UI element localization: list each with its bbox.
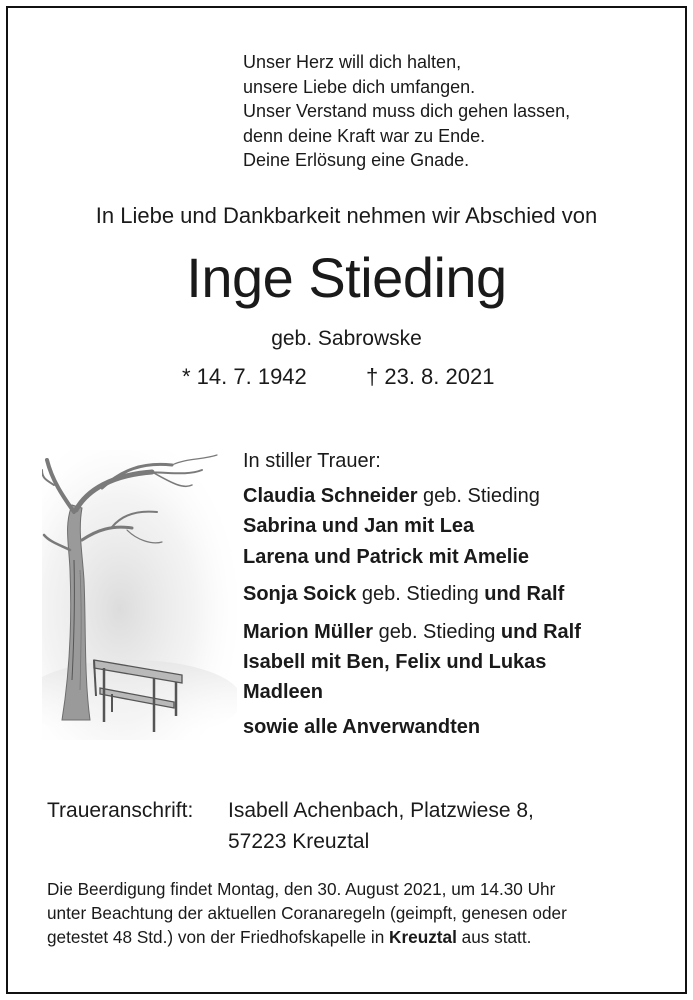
tree-and-bench-illustration [42,450,237,740]
intro-text: In Liebe und Dankbarkeit nehmen wir Abschied von [95,203,598,228]
address-city: 57223 Kreuztal [228,830,370,853]
death-date: † 23. 8. 2021 [366,364,495,389]
address-street: Isabell Achenbach, Platzwiese 8, [228,799,534,822]
mourner-row [243,546,529,569]
mourner-row [243,716,480,739]
mourner-row [243,515,474,538]
mourner-name: Sabrina und Jan mit Lea [243,515,475,537]
mourner-name: Claudia Schneider [243,485,418,507]
mourner-name: Marion Müller [243,621,374,643]
funeral-line: Die Beerdigung findet Montag, den 30. August 2021, um 14.30 Uhr [47,879,556,899]
mourner-row [243,651,546,674]
mourner-partner: und Ralf [484,583,565,605]
mourner-note: geb. Stieding [373,621,501,643]
birth-date: * 14. 7. 1942 [182,364,307,389]
mourner-note: geb. Stieding [356,583,485,605]
mourner-row [243,583,564,606]
poem-line: Unser Herz will dich halten, [243,52,462,72]
maiden-name: geb. Sabrowske [271,327,422,350]
poem [243,50,570,173]
mourning-title: In stiller Trauer: [243,450,381,472]
address-label: Traueranschrift: [47,799,194,822]
deceased-name: Inge Stieding [186,246,507,309]
mourner-name: Larena und Patrick mit Amelie [243,546,530,568]
funeral-text: getestet 48 Std.) von der Friedhofskapelle in [47,927,390,947]
funeral-line: unter Beachtung der aktuellen Coranaregeln (geimpft, genesen oder [47,903,567,923]
mourner-name: Isabell mit Ben, Felix und Lukas [243,651,547,673]
funeral-info [47,877,657,949]
mourner-note: geb. Stieding [417,485,540,507]
poem-line: Unser Verstand muss dich gehen lassen, [243,101,571,121]
funeral-line [47,925,657,949]
poem-line: unsere Liebe dich umfangen. [243,76,476,97]
poem-line: denn deine Kraft war zu Ende. [243,125,486,146]
funeral-location: Kreuztal [389,927,457,947]
poem-line: Deine Erlösung eine Gnade. [243,150,470,170]
mourner-row [243,621,581,644]
mourner-name: sowie alle Anverwandten [243,716,481,738]
mourner-name: Sonja Soick [243,583,357,605]
mourner-row [243,485,540,508]
mourner-row [243,681,323,704]
funeral-text: aus statt. [456,927,532,947]
mourner-partner: und Ralf [500,621,581,643]
mourner-name: Madleen [243,681,324,703]
